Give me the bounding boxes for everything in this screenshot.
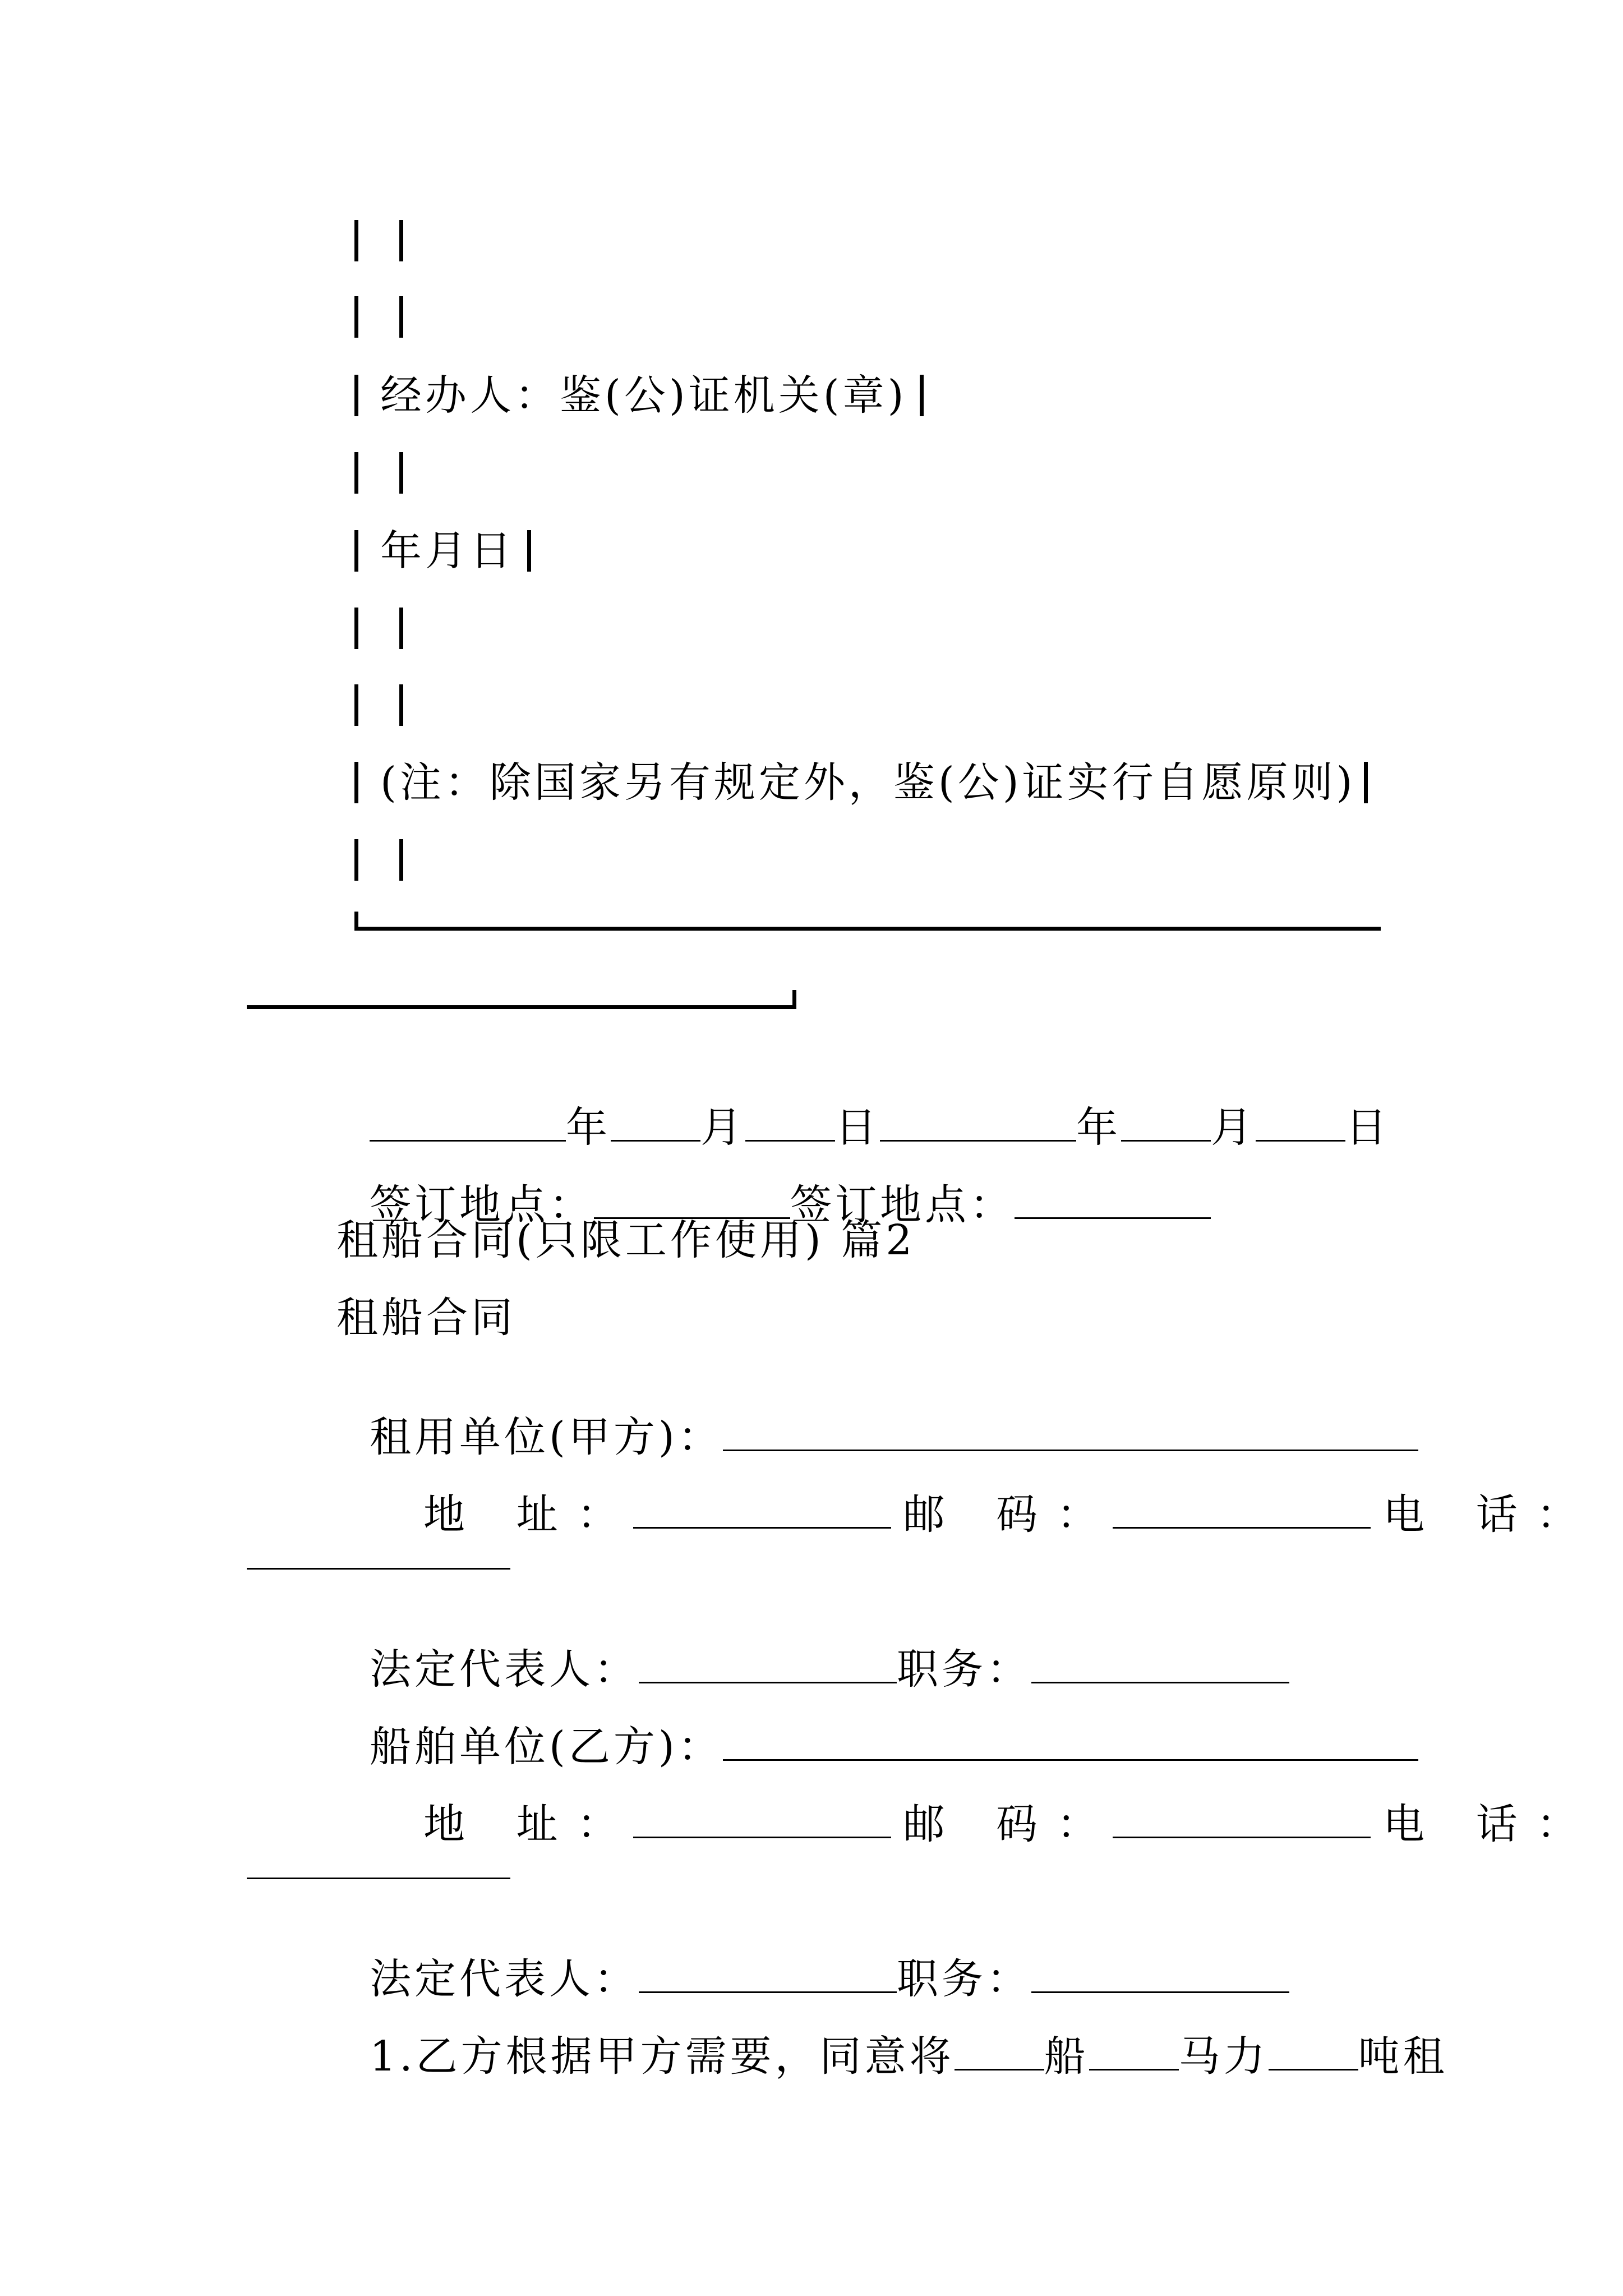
box-left-border [354,530,358,572]
ship-name-blank[interactable] [955,2035,1044,2070]
month-blank-b[interactable] [1121,1106,1211,1142]
place-blank-b[interactable] [1015,1184,1211,1219]
tonnage-blank[interactable] [1269,2035,1358,2070]
box-inner-border [399,684,403,726]
year-blank-b[interactable] [880,1106,1076,1142]
party-a-blank[interactable] [723,1416,1418,1451]
party-a-address-blank[interactable] [633,1493,891,1529]
year-blank-a[interactable] [370,1106,566,1142]
party-b-contact-row: 地 址： 邮 码： 电 话： [423,1800,1597,1848]
party-a-position-blank[interactable] [1031,1648,1289,1683]
signing-date-row: 年 月 日 年 月 日 [336,1065,1390,1148]
party-b-phone-blank[interactable] [247,1844,510,1879]
box-left-border [354,762,358,803]
box-right-border [527,530,531,572]
box-note-line: (注：除国家另有规定外，鉴(公)证实行自愿原则) [380,758,1356,807]
party-b-postcode-blank[interactable] [1113,1803,1371,1838]
box-left-border [354,608,358,649]
contract-heading: 租船合同(只限工作使用) 篇2 [336,1216,916,1264]
box-left-border [354,220,358,261]
contract-title: 租船合同 [336,1294,516,1342]
party-b-rep-blank[interactable] [639,1958,897,1993]
box-left-border [354,452,358,494]
signing-place-row: 签订地点： 签订地点： [336,1142,1211,1226]
box-left-border [354,684,358,726]
horsepower-blank[interactable] [1089,2035,1179,2070]
party-b-row: 船舶单位(乙方)： [336,1684,1418,1768]
day-blank-a[interactable] [745,1106,835,1142]
party-b-rep-row: 法定代表人： 职务： [336,1916,1289,2000]
agent-certifier-line: 经办人：鉴(公)证机关(章) [380,371,907,420]
party-b-position-blank[interactable] [1031,1958,1289,1993]
box-left-border [354,296,358,338]
box-inner-border [399,452,403,494]
box-bottom-border [354,927,1381,931]
box-left-border [354,375,358,416]
box-bottom-right-corner [792,990,796,1009]
box-inner-border [399,608,403,649]
party-a-contact-row: 地 址： 邮 码： 电 话： [423,1490,1597,1539]
day-blank-b[interactable] [1256,1106,1345,1142]
party-a-row: 租用单位(甲方)： [336,1374,1418,1458]
party-b-blank[interactable] [723,1726,1418,1761]
place-blank-a[interactable] [594,1184,790,1219]
party-a-rep-row: 法定代表人： 职务： [336,1607,1289,1690]
party-a-rep-blank[interactable] [639,1648,897,1683]
box-right-border [920,375,924,416]
party-a-postcode-blank[interactable] [1113,1493,1371,1529]
box-inner-border [399,220,403,261]
box-date-line: 年月日 [380,527,515,575]
month-blank-a[interactable] [611,1106,700,1142]
clause-1-row: 1.乙方根据甲方需要，同意将 船 马力 吨租 [370,2032,1448,2081]
party-b-address-blank[interactable] [633,1803,891,1838]
box-inner-border [399,296,403,338]
box-right-border [1364,762,1368,803]
party-a-phone-blank[interactable] [247,1534,510,1570]
box-left-border [354,839,358,881]
box-inner-border [399,839,403,881]
box-bottom-border-continued [247,1005,796,1009]
